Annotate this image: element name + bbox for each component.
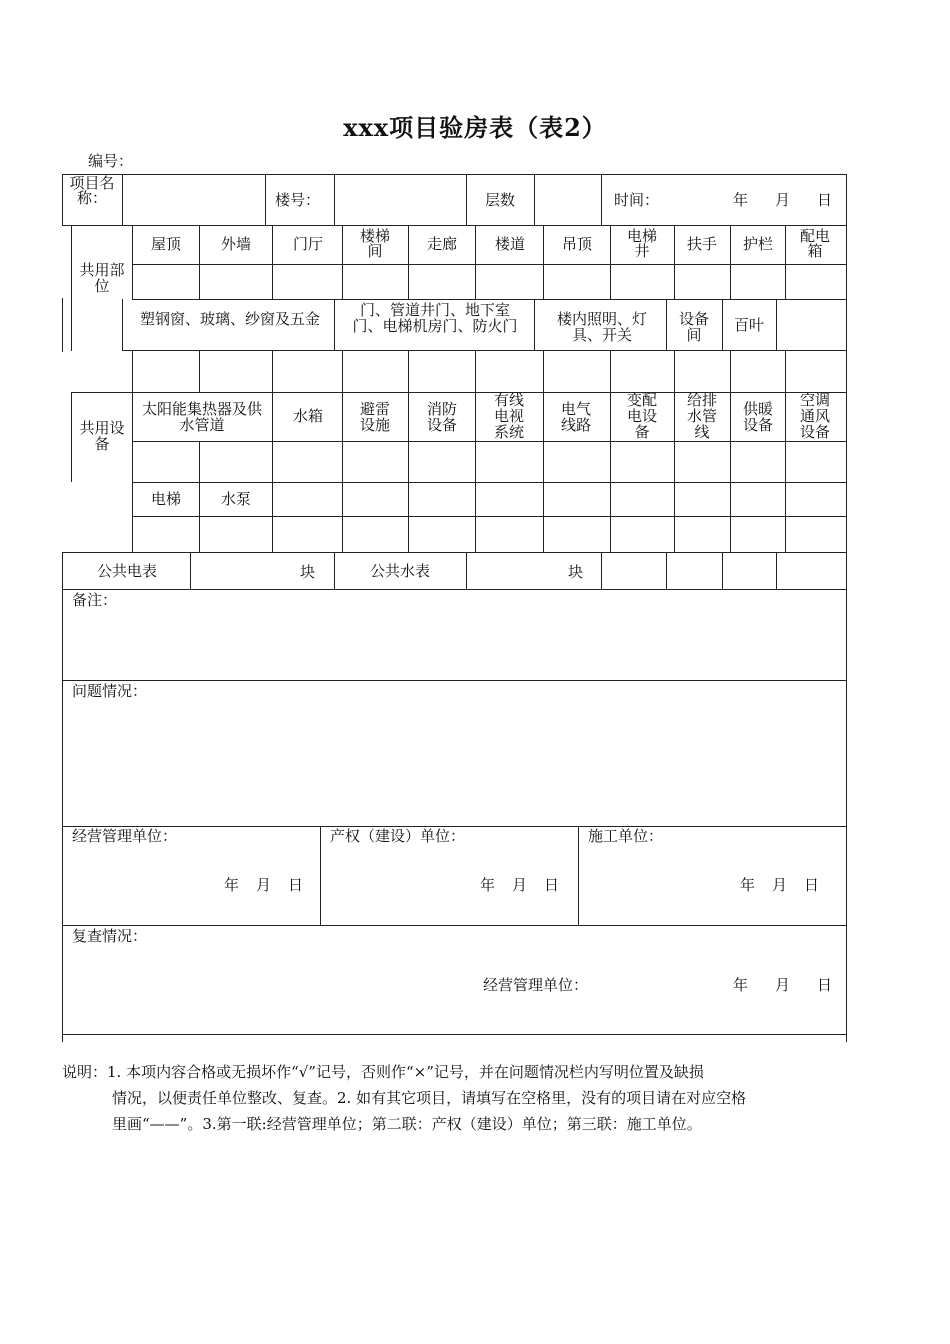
part-cell: 扶手 <box>686 235 717 253</box>
part-cell: 护栏 <box>742 235 773 253</box>
page-title: xxx项目验房表（表2） <box>343 113 607 142</box>
property-unit-label: 产权（建设）单位： <box>330 827 466 845</box>
equipment-cell: 电气线路 <box>560 400 591 434</box>
floors-label: 层数 <box>485 191 516 209</box>
equipment-cell: 消防设备 <box>426 400 457 434</box>
part-cell: 走廊 <box>426 235 457 253</box>
day-label: 日 <box>817 191 833 209</box>
equipment-cell: 水泵 <box>220 490 251 508</box>
property-month: 月 <box>512 876 528 894</box>
project-name-label: 项目名称： <box>69 174 115 207</box>
equipment-cell: 避雷设施 <box>359 400 390 434</box>
management-year: 年 <box>224 876 240 894</box>
water-meter-label: 公共水表 <box>369 562 430 580</box>
part-cell: 外墙 <box>220 235 251 253</box>
construction-unit-label: 施工单位： <box>588 827 664 845</box>
equipment-cell: 有线电视系统 <box>493 391 524 441</box>
electric-meter-unit: 块 <box>300 563 316 581</box>
shared-parts-label: 共用部位 <box>79 261 125 295</box>
equipment-cell: 变配电设备 <box>626 391 657 441</box>
part-cell: 吊顶 <box>561 235 592 253</box>
management-day: 日 <box>288 876 304 894</box>
notes-line-2: 情况，以便责任单位整改、复查。2. 如有其它项目，请填写在空格里，没有的项目请在对应空格 <box>112 1089 747 1107</box>
part-cell: 楼内照明、灯具、开关 <box>556 310 647 344</box>
month-label: 月 <box>775 191 791 209</box>
part-cell: 楼梯间 <box>359 227 390 260</box>
part-cell: 门厅 <box>292 235 323 253</box>
part-cell: 门、管道井门、地下室门、电梯机房门、防火门 <box>352 301 518 335</box>
equipment-cell: 供暖设备 <box>742 400 773 434</box>
remarks-label: 备注： <box>72 591 118 609</box>
serial-number-label: 编号： <box>88 152 134 170</box>
part-cell: 屋顶 <box>150 235 181 253</box>
part-cell: 设备间 <box>678 310 709 344</box>
management-month: 月 <box>256 876 272 894</box>
building-label: 楼号： <box>275 191 321 209</box>
notes-line-3: 里画“——”。3.第一联:经营管理单位；第二联：产权（建设）单位；第三联：施工单位。 <box>112 1115 702 1133</box>
construction-day: 日 <box>804 876 820 894</box>
equipment-cell: 电梯 <box>150 490 181 508</box>
property-year: 年 <box>480 876 496 894</box>
equipment-cell: 空调通风设备 <box>799 391 830 441</box>
recheck-label: 复查情况： <box>72 927 148 945</box>
electric-meter-label: 公共电表 <box>96 562 157 580</box>
management-unit-label: 经营管理单位： <box>72 827 178 845</box>
recheck-year: 年 <box>733 976 749 994</box>
year-label: 年 <box>733 191 749 209</box>
recheck-month: 月 <box>775 976 791 994</box>
equipment-cell: 水箱 <box>292 407 323 425</box>
part-cell: 塑钢窗、玻璃、纱窗及五金 <box>139 310 320 328</box>
recheck-day: 日 <box>817 976 833 994</box>
part-cell: 楼道 <box>494 235 525 253</box>
equipment-cell: 太阳能集热器及供水管道 <box>141 400 262 434</box>
part-cell: 电梯井 <box>626 227 657 260</box>
construction-year: 年 <box>740 876 756 894</box>
recheck-management-label: 经营管理单位： <box>483 976 589 994</box>
problems-label: 问题情况： <box>72 682 148 700</box>
part-cell: 配电箱 <box>799 227 830 260</box>
water-meter-unit: 块 <box>568 563 584 581</box>
part-cell: 百叶 <box>733 316 764 334</box>
property-day: 日 <box>544 876 560 894</box>
shared-equipment-label: 共用设备 <box>79 419 125 453</box>
notes-line-1: 说明：1. 本项内容合格或无损坏作“√”记号，否则作“×”记号，并在问题情况栏内写明位置及缺损 <box>62 1063 704 1081</box>
time-label: 时间： <box>614 191 660 209</box>
construction-month: 月 <box>772 876 788 894</box>
equipment-cell: 给排水管线 <box>686 391 717 441</box>
